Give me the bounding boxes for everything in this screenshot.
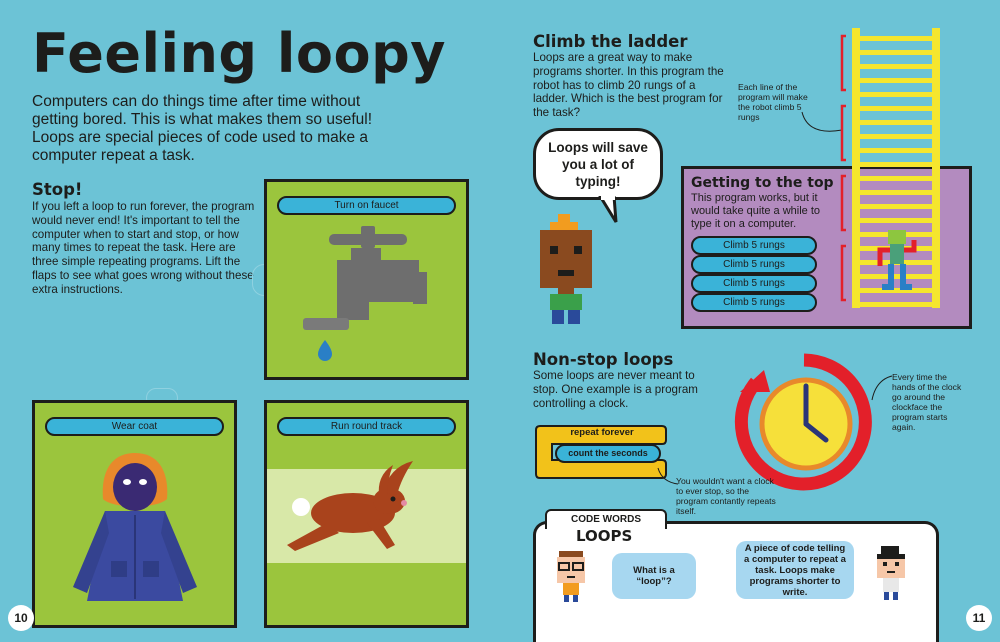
ladder-rung bbox=[852, 92, 940, 97]
clock-icon bbox=[734, 352, 874, 492]
robot-icon bbox=[866, 228, 930, 298]
coat-panel[interactable] bbox=[32, 400, 237, 628]
count-seconds-command: count the seconds bbox=[555, 444, 661, 463]
page-title: Feeling loopy bbox=[32, 22, 446, 85]
ladder-note: Each line of the program will make the robot climb 5 rungs bbox=[738, 82, 808, 122]
stop-heading: Stop! bbox=[32, 180, 83, 199]
clock-note-pointer bbox=[868, 374, 896, 404]
faucet-panel[interactable] bbox=[264, 179, 469, 380]
pixel-boy-icon bbox=[536, 214, 596, 326]
clock-note: Every time the hands of the clock go around the clockface the program starts again. bbox=[892, 372, 962, 432]
repeat-forever-label: repeat forever bbox=[570, 427, 634, 438]
ladder-rung bbox=[852, 162, 940, 167]
coat-command: Wear coat bbox=[45, 417, 224, 436]
speech-bubble: Loops will save you a lot of typing! bbox=[533, 128, 663, 200]
pixel-boy-glasses-icon bbox=[555, 551, 587, 603]
ladder-rung bbox=[852, 204, 940, 209]
code-word: LOOPS bbox=[576, 527, 633, 545]
question-bubble: What is a “loop”? bbox=[612, 553, 696, 599]
rabbit-panel[interactable] bbox=[264, 400, 469, 628]
faucet-command: Turn on faucet bbox=[277, 196, 456, 215]
pixel-boy-icon bbox=[875, 546, 907, 602]
ladder-rung bbox=[852, 190, 940, 195]
ladder-rung bbox=[852, 134, 940, 139]
ladder-heading: Climb the ladder bbox=[533, 32, 688, 51]
climb-command: Climb 5 rungs bbox=[691, 274, 817, 293]
intro-paragraph: Computers can do things time after time without getting bored. This is what makes them so useful! Loops are special pieces of code used to make a computer repeat a task. bbox=[32, 93, 373, 164]
nonstop-text: Some loops are never meant to stop. One example is a program controlling a clock. bbox=[533, 369, 698, 410]
answer-bubble: A piece of code telling a computer to repeat a task. Loops make programs shorter to write. bbox=[736, 541, 854, 599]
rabbit-icon bbox=[267, 403, 466, 625]
ladder-rung bbox=[852, 78, 940, 83]
repeat-note: You wouldn't want a clock to ever stop, so the program contantly repeats itself. bbox=[676, 476, 776, 516]
ladder-rung bbox=[852, 50, 940, 55]
stop-text: If you left a loop to run forever, the program would never end! It's important to tell the computer when to start and stop, or how many times to repeat the task. Here are three simple repeating programs. Lift the flaps to see what goes wrong without these extra instructions. bbox=[32, 200, 255, 296]
climb-command: Climb 5 rungs bbox=[691, 293, 817, 312]
top-box-text: This program works, but it would take quite a while to type it on a computer. bbox=[691, 192, 821, 230]
ladder-rung bbox=[852, 302, 940, 307]
ladder-rung bbox=[852, 176, 940, 181]
nonstop-heading: Non-stop loops bbox=[533, 350, 674, 369]
climb-command: Climb 5 rungs bbox=[691, 236, 817, 255]
speech-bubble-tail bbox=[596, 196, 620, 226]
person-in-coat-icon bbox=[35, 403, 234, 625]
top-box-heading: Getting to the top bbox=[691, 175, 834, 191]
page-number-left: 10 bbox=[8, 605, 34, 631]
ladder-rung bbox=[852, 218, 940, 223]
climb-command: Climb 5 rungs bbox=[691, 255, 817, 274]
ladder-rung bbox=[852, 148, 940, 153]
ladder-rung bbox=[852, 120, 940, 125]
track-command: Run round track bbox=[277, 417, 456, 436]
ladder-rung bbox=[852, 106, 940, 111]
page-number-right: 11 bbox=[966, 605, 992, 631]
ladder-rung bbox=[852, 36, 940, 41]
ladder-rung bbox=[852, 64, 940, 69]
code-words-tab: CODE WORDS bbox=[545, 509, 667, 529]
faucet-icon bbox=[267, 182, 466, 377]
ladder-text: Loops are a great way to make programs shorter. In this program the robot has to climb 20 rungs of a ladder. Which is the best program for the task? bbox=[533, 51, 724, 120]
